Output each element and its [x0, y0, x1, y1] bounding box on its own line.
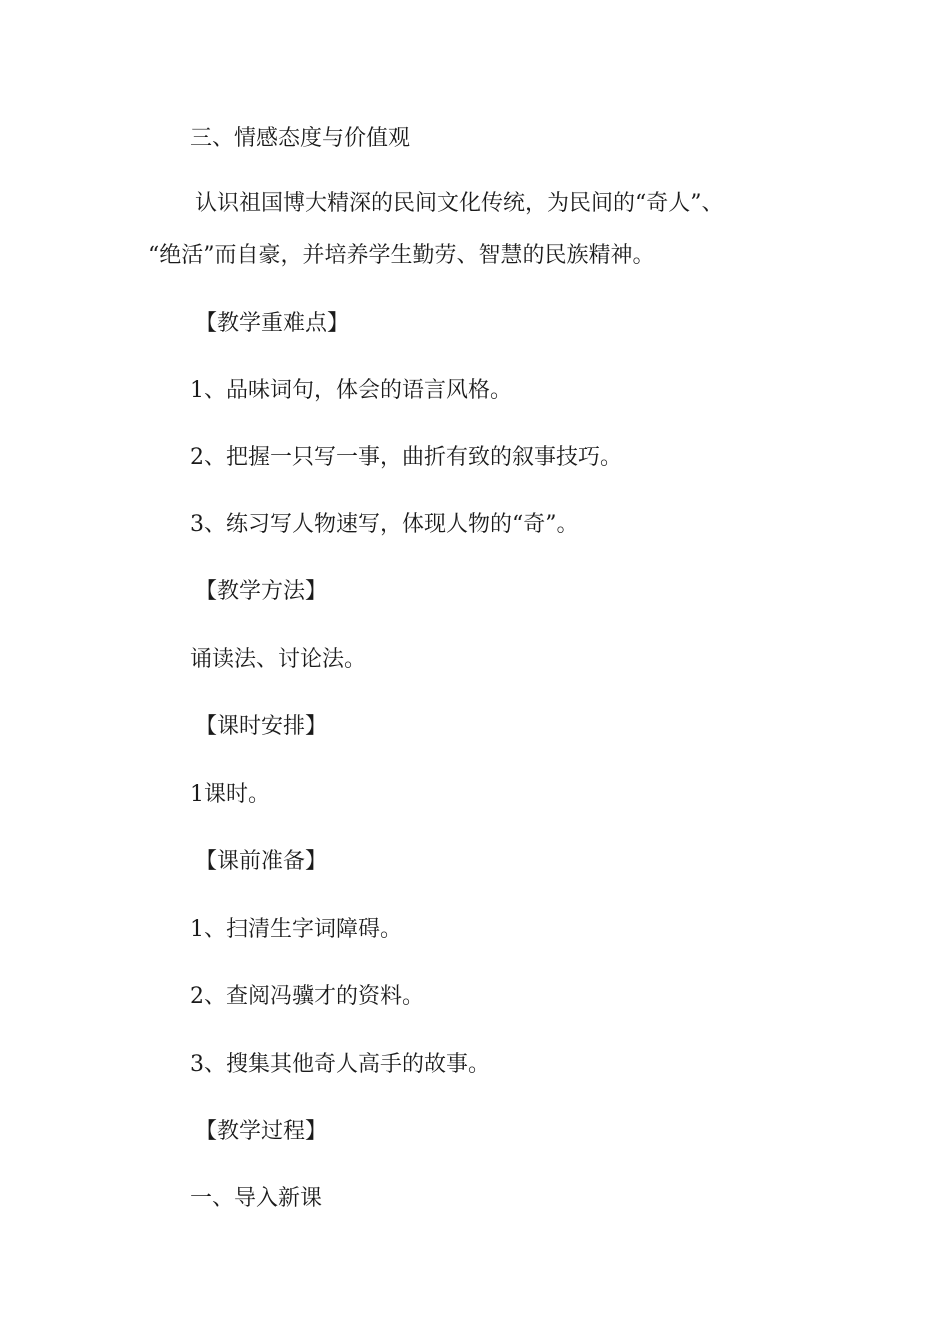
process-first-step: 一、导入新课 — [190, 1186, 323, 1211]
schedule-text: 1课时。 — [190, 782, 270, 807]
preparation-item: 3、搜集其他奇人高手的故事。 — [190, 1052, 490, 1077]
process-heading: 【教学过程】 — [195, 1119, 328, 1144]
paragraph-line-1: 认识祖国博大精深的民间文化传统，为民间的“奇人”、 — [195, 191, 724, 216]
schedule-heading: 【课时安排】 — [195, 714, 328, 739]
paragraph-line-2: “绝活”而自豪，并培养学生勤劳、智慧的民族精神。 — [148, 243, 655, 268]
preparation-item: 2、查阅冯骥才的资料。 — [190, 984, 424, 1009]
key-point-item: 3、练习写人物速写，体现人物的“奇”。 — [190, 512, 579, 537]
key-points-heading: 【教学重难点】 — [195, 311, 350, 336]
preparation-item: 1、扫清生字词障碍。 — [190, 917, 402, 942]
section-title: 三、情感态度与价值观 — [190, 126, 411, 151]
methods-heading: 【教学方法】 — [195, 579, 328, 604]
key-point-item: 1、品味词句，体会的语言风格。 — [190, 378, 512, 403]
preparation-heading: 【课前准备】 — [195, 849, 328, 874]
methods-text: 诵读法、讨论法。 — [190, 647, 367, 672]
key-point-item: 2、把握一只写一事，曲折有致的叙事技巧。 — [190, 445, 622, 470]
